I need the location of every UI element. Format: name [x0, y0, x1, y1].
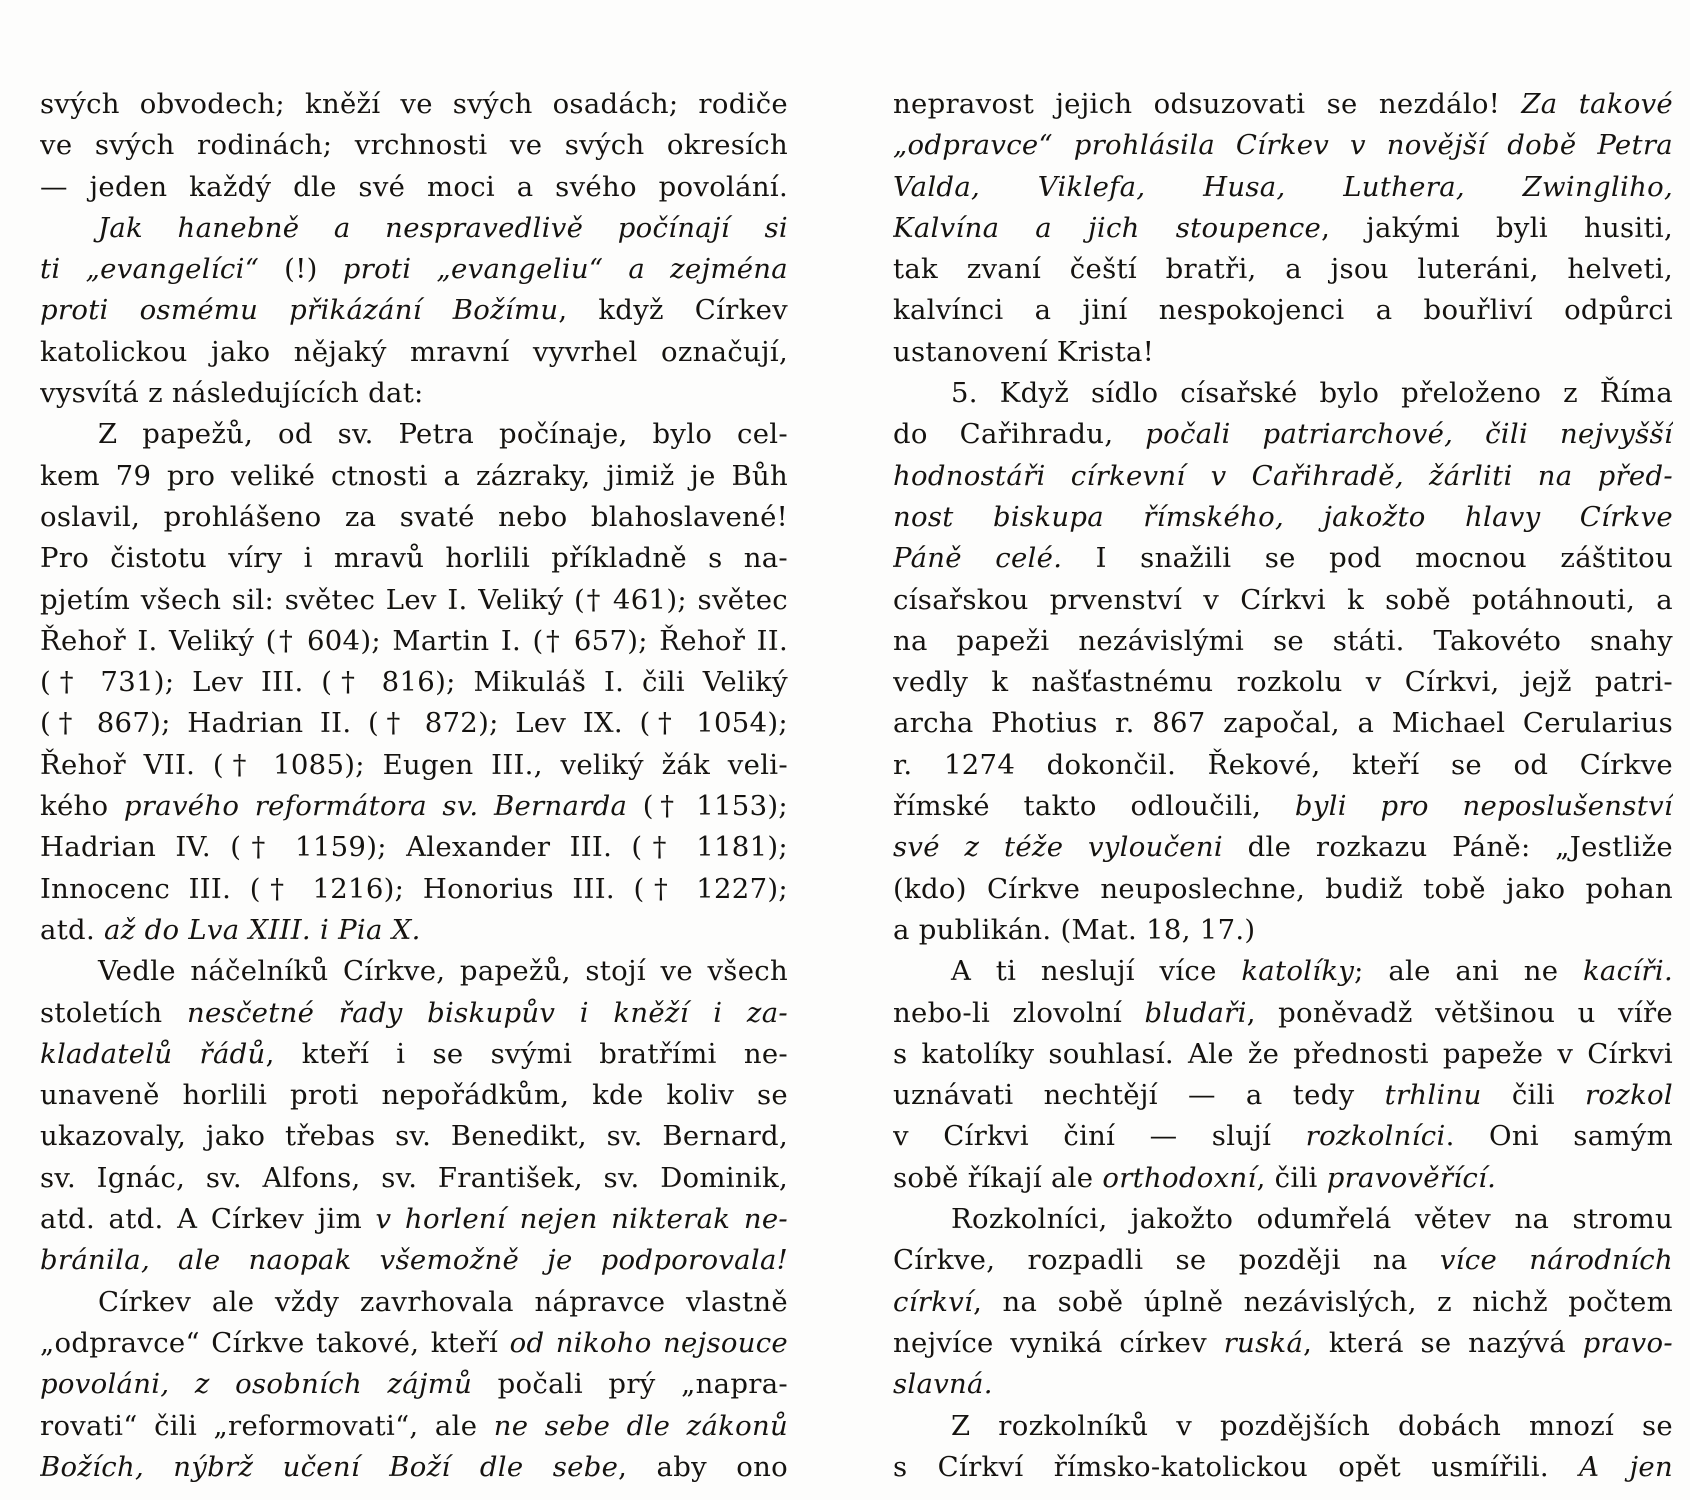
text-segment: stoletích — [40, 996, 187, 1029]
text-line — [40, 703, 788, 744]
text-line — [893, 1116, 1673, 1157]
text-segment: čili — [1481, 1079, 1585, 1112]
text-segment: katolíky — [1241, 955, 1355, 988]
text-segment: , kteří i se svými bratřími ne- — [265, 1037, 788, 1070]
text-segment: bránila, ale naopak všemožně je podporovala! — [40, 1244, 788, 1277]
text-segment: nejvíce vyniká církev — [893, 1326, 1224, 1359]
text-segment: († 867); Hadrian II. († 872); Lev IX. († 1054); — [40, 707, 788, 740]
text-segment: Hadrian IV. († 1159); Alexander III. († 1181); — [40, 831, 788, 864]
text-segment: orthodoxní — [1102, 1161, 1257, 1194]
text-segment: Řehoř VII. († 1085); Eugen III., veliký žák veli- — [40, 748, 788, 781]
text-line — [40, 1406, 788, 1447]
text-line — [40, 373, 788, 414]
text-line — [893, 125, 1673, 166]
text-segment: rovati“ čili „reformovati“, ale — [40, 1409, 494, 1442]
text-line — [40, 1364, 788, 1405]
text-segment: počali patriarchové, čili nejvyšší — [1145, 418, 1673, 451]
text-line — [40, 414, 788, 455]
text-segment: († 1153); — [627, 790, 788, 823]
text-segment: , aby ono — [618, 1450, 788, 1483]
text-segment: , čili — [1256, 1161, 1327, 1194]
text-segment: Církev ale vždy zavrhovala nápravce vlastně — [98, 1285, 788, 1318]
text-segment: katolickou jako nějaký mravní vyvrhel označují, — [40, 335, 788, 368]
text-line — [40, 869, 788, 910]
text-segment: kého — [40, 790, 124, 823]
text-line — [40, 249, 788, 290]
text-line — [893, 869, 1673, 910]
text-line — [893, 456, 1673, 497]
text-segment: dle rozkazu Páně: „Jestliže — [1222, 831, 1673, 864]
text-line — [40, 662, 788, 703]
text-segment: vedly k našťastnému rozkolu v Církvi, jejž patri- — [893, 666, 1673, 699]
text-segment: Pro čistotu víry i mravů horlili příkladně s na- — [40, 542, 788, 575]
text-segment: až do Lva XIII. i Pia X. — [104, 913, 421, 946]
text-line — [893, 993, 1673, 1034]
text-line — [893, 1158, 1673, 1199]
text-segment: kacíři. — [1582, 955, 1673, 988]
text-segment: r. 1274 dokončil. Řekové, kteří se od Církve — [893, 748, 1673, 781]
text-segment: pravověřící. — [1326, 1161, 1497, 1194]
text-segment: A jen — [1579, 1450, 1673, 1483]
text-segment: kem 79 pro veliké ctnosti a zázraky, jimiž je Bůh — [40, 459, 788, 492]
text-line — [893, 580, 1673, 621]
text-segment: svých obvodech; kněží ve svých osadách; rodiče — [40, 88, 788, 120]
text-segment: s Církví římsko-katolickou opět usmířili. — [893, 1450, 1580, 1483]
text-segment: od nikoho nejsouce — [509, 1326, 788, 1359]
text-line — [893, 786, 1673, 827]
text-line — [40, 208, 788, 249]
text-segment: pravo- — [1582, 1326, 1673, 1359]
text-segment: proti „evangeliu“ a zejména — [342, 253, 788, 286]
text-line — [893, 249, 1673, 290]
text-segment: proti osmému přikázání Božímu — [40, 294, 559, 327]
text-line — [893, 1406, 1673, 1447]
text-segment: unaveně horlili proti nepořádkům, kde koliv se — [40, 1079, 788, 1112]
text-segment: , jakými byli husiti, — [1321, 211, 1673, 244]
text-segment: († 731); Lev III. († 816); Mikuláš I. čili Veliký — [40, 666, 788, 699]
text-segment: v horlení nejen nikterak ne- — [375, 1203, 788, 1236]
text-segment: — jeden každý dle své moci a svého povolání. — [40, 170, 788, 203]
text-segment: I snažili se pod mocnou záštitou — [1062, 542, 1673, 575]
text-segment: ; ale ani ne — [1354, 955, 1583, 988]
text-line — [893, 414, 1673, 455]
text-segment: Za takové — [1521, 88, 1673, 120]
text-segment: Vedle náčelníků Církve, papežů, stojí ve všech — [98, 955, 788, 988]
text-segment: . Oni samým — [1445, 1120, 1673, 1153]
text-segment: římské takto odloučili, — [893, 790, 1295, 823]
text-segment: ukazovaly, jako třebas sv. Benedikt, sv. Bernard, — [40, 1120, 788, 1153]
text-segment: ti „evangelíci“ — [40, 253, 260, 286]
text-line — [893, 373, 1673, 414]
text-line — [893, 332, 1673, 373]
text-line — [40, 1323, 788, 1364]
text-line — [40, 745, 788, 786]
text-segment: „odpravce“ Církve takové, kteří — [40, 1326, 510, 1359]
text-segment: Páně celé. — [893, 542, 1063, 575]
text-segment: , která se nazývá — [1303, 1326, 1583, 1359]
left-column — [40, 84, 788, 1488]
text-segment: na papeži nezávislými se státi. Takovéto snahy — [893, 624, 1673, 657]
right-column — [893, 84, 1673, 1488]
text-line — [40, 332, 788, 373]
text-segment: počali prý „napra- — [472, 1368, 788, 1401]
text-segment: , na sobě úplně nezávislých, z nichž počtem — [973, 1285, 1673, 1318]
text-segment: (kdo) Církve neuposlechne, budiž tobě jako pohan — [893, 872, 1673, 905]
text-segment: 5. Když sídlo císařské bylo přeloženo z Říma — [951, 377, 1673, 410]
text-segment: sv. Ignác, sv. Alfons, sv. František, sv. Dominik, — [40, 1161, 788, 1194]
text-segment: hodnostáři církevní v Cařihradě, žárliti na před- — [893, 459, 1673, 492]
text-segment: bludaři — [1144, 996, 1247, 1029]
text-line — [40, 621, 788, 662]
text-segment: byli pro neposlušenství — [1294, 790, 1673, 823]
text-line — [893, 910, 1673, 951]
text-segment: Jak hanebně a nespravedlivě počínají si — [98, 211, 788, 244]
text-segment: Z rozkolníků v pozdějších dobách mnozí se — [951, 1409, 1673, 1442]
text-segment: archa Photius r. 867 započal, a Michael Cerularius — [893, 707, 1673, 740]
text-segment: atd. — [40, 913, 105, 946]
text-segment: trhlinu — [1384, 1079, 1482, 1112]
text-segment: „odpravce“ prohlásila Církev v novější době Petra — [893, 129, 1673, 162]
text-segment: Valda, Viklefa, Husa, Luthera, Zwingliho, — [893, 170, 1673, 203]
text-segment: Innocenc III. († 1216); Honorius III. († 1227); — [40, 872, 788, 905]
text-line — [40, 1240, 788, 1281]
text-line — [893, 621, 1673, 662]
text-segment: A ti neslují více — [951, 955, 1242, 988]
text-segment: pravého reformátora sv. Bernarda — [123, 790, 628, 823]
text-segment: atd. atd. A Církev jim — [40, 1203, 376, 1236]
text-line — [40, 786, 788, 827]
text-line — [40, 538, 788, 579]
text-segment: ne sebe dle zákonů — [493, 1409, 788, 1442]
text-segment: pjetím všech sil: světec Lev I. Veliký († 461); světec — [40, 583, 788, 616]
text-line — [893, 84, 1673, 125]
text-segment: své z téže vyloučeni — [893, 831, 1223, 864]
text-line — [893, 538, 1673, 579]
text-segment: církví — [893, 1285, 974, 1318]
text-segment: uznávati nechtějí — a tedy — [893, 1079, 1385, 1112]
text-segment: Kalvína a jich stoupence — [893, 211, 1322, 244]
text-segment: povoláni, z osobních zájmů — [40, 1368, 473, 1401]
text-line — [893, 745, 1673, 786]
text-line — [893, 497, 1673, 538]
text-line — [893, 1075, 1673, 1116]
text-line — [40, 1447, 788, 1488]
text-segment: kladatelů řádů — [40, 1037, 266, 1070]
text-line — [40, 1116, 788, 1157]
text-line — [893, 703, 1673, 744]
text-line — [893, 1282, 1673, 1323]
text-line — [893, 662, 1673, 703]
text-segment: rozkolníci — [1305, 1120, 1446, 1153]
text-segment: vysvítá z následujících dat: — [40, 377, 424, 410]
text-segment: ve svých rodinách; vrchnosti ve svých okresích — [40, 129, 788, 162]
text-line — [40, 1282, 788, 1323]
text-segment: nepravost jejich odsuzovati se nezdálo! — [893, 88, 1522, 120]
text-segment: s katolíky souhlasí. Ale že přednosti papeže v Církvi — [893, 1037, 1673, 1070]
text-segment: tak zvaní čeští bratři, a jsou luteráni, helveti, — [893, 253, 1673, 286]
text-line — [40, 497, 788, 538]
text-line — [893, 1364, 1673, 1405]
text-segment: více národních — [1439, 1244, 1673, 1277]
text-segment: nesčetné řady biskupův i kněží i za- — [186, 996, 788, 1029]
text-line — [40, 910, 788, 951]
text-line — [40, 1075, 788, 1116]
text-segment: , poněvadž většinou u víře — [1246, 996, 1673, 1029]
text-segment: císařskou prvenství v Církvi k sobě potáhnouti, a — [893, 583, 1673, 616]
text-segment: slavná. — [893, 1368, 993, 1401]
text-line — [40, 951, 788, 992]
text-segment: Řehoř I. Veliký († 604); Martin I. († 657); Řehoř II. — [40, 624, 788, 657]
text-segment: sobě říkají ale — [893, 1161, 1103, 1194]
text-line — [893, 167, 1673, 208]
text-segment: ustanovení Krista! — [893, 335, 1155, 368]
text-segment: v Církvi činí — slují — [893, 1120, 1306, 1153]
text-segment: , když Církev — [558, 294, 788, 327]
text-line — [893, 1240, 1673, 1281]
text-line — [40, 167, 788, 208]
text-line — [40, 125, 788, 166]
text-segment: (!) — [259, 253, 343, 286]
text-segment: ruská — [1223, 1326, 1304, 1359]
text-line — [893, 1199, 1673, 1240]
text-line — [893, 1447, 1673, 1488]
text-line — [40, 1034, 788, 1075]
text-segment: nebo-li zlovolní — [893, 996, 1145, 1029]
text-line — [893, 290, 1673, 331]
text-line — [893, 208, 1673, 249]
text-line — [893, 951, 1673, 992]
text-segment: Církve, rozpadli se později na — [893, 1244, 1440, 1277]
text-segment: nost biskupa římského, jakožto hlavy Církve — [893, 500, 1673, 533]
text-segment: oslavil, prohlášeno za svaté nebo blahoslavené! — [40, 500, 788, 533]
text-line — [40, 1199, 788, 1240]
text-line — [40, 993, 788, 1034]
text-line — [893, 1034, 1673, 1075]
text-line — [40, 84, 788, 125]
text-line — [893, 827, 1673, 868]
text-segment: a publikán. (Mat. 18, 17.) — [893, 913, 1256, 946]
text-line — [40, 1158, 788, 1199]
text-segment: rozkol — [1584, 1079, 1673, 1112]
text-line — [893, 1323, 1673, 1364]
text-line — [40, 456, 788, 497]
text-segment: kalvínci a jiní nespokojenci a bouřliví odpůrci — [893, 294, 1673, 327]
text-segment: Z papežů, od sv. Petra počínaje, bylo cel- — [98, 418, 788, 451]
text-segment: Rozkolníci, jakožto odumřelá větev na stromu — [951, 1203, 1673, 1236]
text-segment: do Cařihradu, — [893, 418, 1146, 451]
text-line — [40, 827, 788, 868]
text-segment: Božích, nýbrž učení Boží dle sebe — [40, 1450, 619, 1483]
text-line — [40, 290, 788, 331]
text-line — [40, 580, 788, 621]
